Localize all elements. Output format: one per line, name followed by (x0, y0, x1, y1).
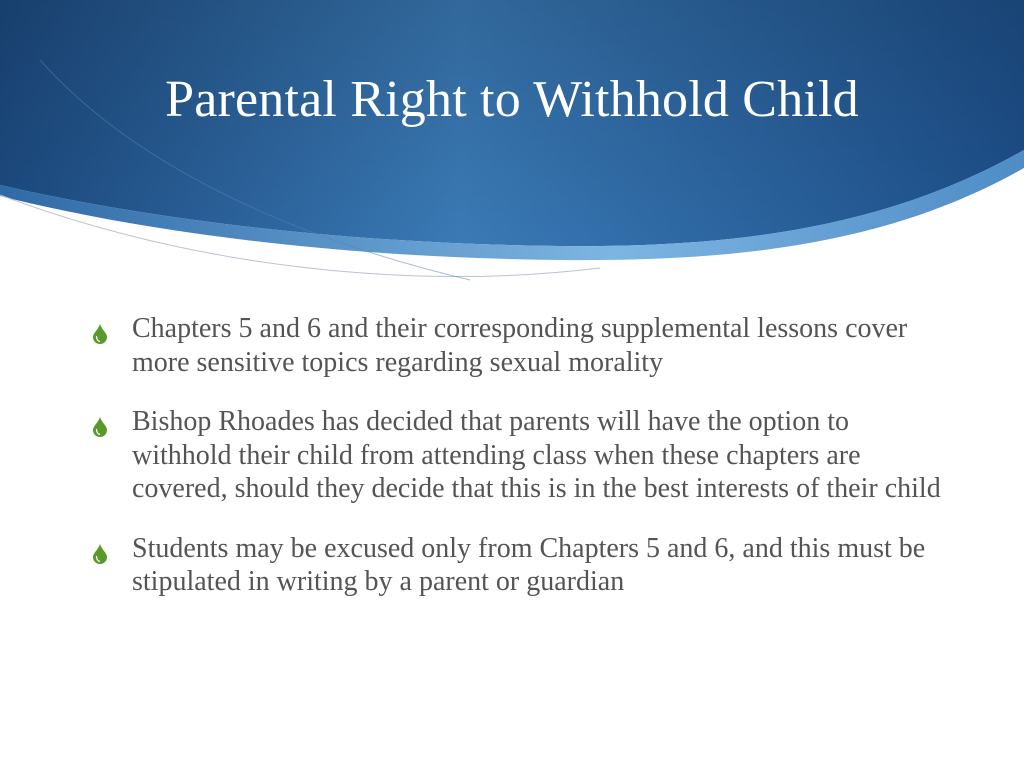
bullet-list (92, 312, 952, 625)
droplet-icon (92, 544, 108, 564)
bullet-text: Bishop Rhoades has decided that parents will have the option to withhold their child from attending class when these chapters are covered, should they decide that this is in the best interests of their child (132, 406, 941, 504)
bullet-text: Chapters 5 and 6 and their corresponding supplemental lessons cover more sensitive topics regarding sexual morality (132, 313, 908, 378)
bullet-item (92, 405, 952, 506)
droplet-icon (92, 417, 108, 437)
slide-title: Parental Right to Withhold Child (165, 71, 859, 128)
bullet-item (92, 312, 952, 379)
droplet-icon (92, 324, 108, 344)
bullet-text: Students may be excused only from Chapters 5 and 6, and this must be stipulated in writing by a parent or guardian (132, 532, 926, 597)
bullet-item (92, 532, 952, 599)
header-background (0, 0, 1024, 300)
